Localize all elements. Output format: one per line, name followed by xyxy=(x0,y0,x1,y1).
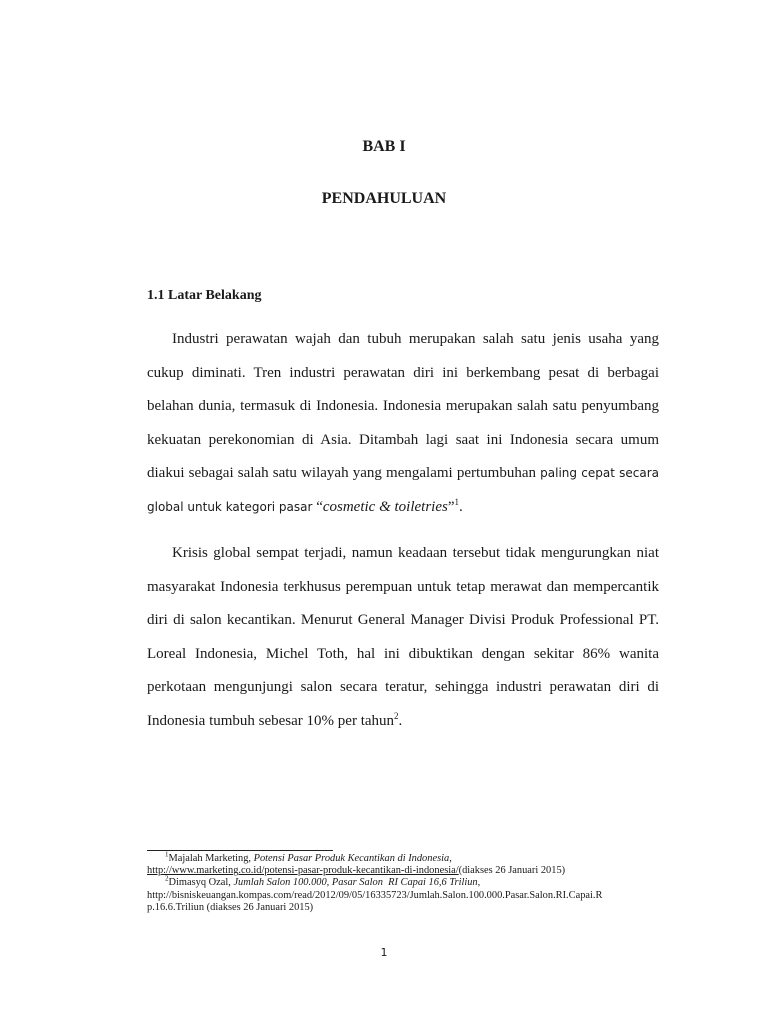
footnote-ref-2[interactable]: 2 xyxy=(394,710,399,721)
footnote-link[interactable]: http://www.marketing.co.id/potensi-pasar-produk-kecantikan-di-indonesia/ xyxy=(147,865,459,877)
italic-term: cosmetic & toiletries xyxy=(322,498,448,515)
footnote-2-source-line1: http://bisniskeuangan.kompas.com/read/2012/09/05/16335723/Jumlah.Salon.100.000.Pasar.Salon.RI.Capai.R xyxy=(147,889,603,901)
footnote-punct: , xyxy=(477,877,481,889)
section-heading: 1.1 Latar Belakang xyxy=(147,288,262,303)
footnote-separator xyxy=(147,850,333,851)
footnote-1 xyxy=(147,850,667,865)
body-paragraph-1 xyxy=(147,323,659,524)
page-number: 1 xyxy=(380,946,388,959)
footnote-title: Potensi Pasar Produk Kecantikan di Indonesia xyxy=(253,853,450,864)
footnote-number: 1 xyxy=(165,850,169,859)
chapter-number: BAB I xyxy=(362,138,406,155)
quote-open: “ xyxy=(316,498,323,515)
footnote-ref-1[interactable]: 1 xyxy=(454,496,460,507)
sentence-end: . xyxy=(459,498,463,515)
body-paragraph-2 xyxy=(147,537,659,738)
footnote-1-source xyxy=(147,865,667,877)
paragraph-sans-text: paling cepat secara global untuk kategori pasar xyxy=(147,466,660,514)
sentence-end: . xyxy=(398,712,403,729)
chapter-title: PENDAHULUAN xyxy=(321,190,447,207)
footnote-author: Dimasyq Ozal, xyxy=(168,877,234,889)
footnote-2-source-line2: p.16.6.Triliun (diakses 26 Januari 2015) xyxy=(147,901,314,913)
footnotes xyxy=(147,850,667,914)
paragraph-text: Industri perawatan wajah dan tubuh merupakan salah satu jenis usaha yang cukup diminati. Tren industri perawatan diri ini berkembang pesat di berbagai belahan dunia, termasuk di Indonesia. Indonesia merupakan salah satu penyumbang kekuatan perekonomian di Asia. Ditambah lagi saat ini Indonesia secara umum diakui sebagai salah satu wilayah yang mengalami pertumbuhan xyxy=(147,331,659,481)
footnote-title: Jumlah Salon 100.000, Pasar Salon RI Capai 16,6 Triliun xyxy=(233,877,478,889)
footnote-punct: , xyxy=(449,853,452,864)
footnote-author: Majalah Marketing, xyxy=(168,853,254,864)
footnote-2 xyxy=(147,874,667,889)
footnote-number: 2 xyxy=(165,874,169,883)
footnote-accessed: (diakses 26 Januari 2015) xyxy=(458,865,566,877)
paragraph-text: Krisis global sempat terjadi, namun keadaan tersebut tidak mengurungkan niat masyarakat Indonesia terkhusus perempuan untuk tetap merawat dan mempercantik diri di salon kecantikan. Menurut General Manager Divisi Produk Professional PT. Loreal Indonesia, Michel Toth, hal ini dibuktikan dengan sekitar 86% wanita perkotaan mengunjungi salon secara teratur, sehingga industri perawatan diri di Indonesia tumbuh sebesar 10% per tahun xyxy=(147,545,659,729)
quote-close: ” xyxy=(447,498,455,515)
